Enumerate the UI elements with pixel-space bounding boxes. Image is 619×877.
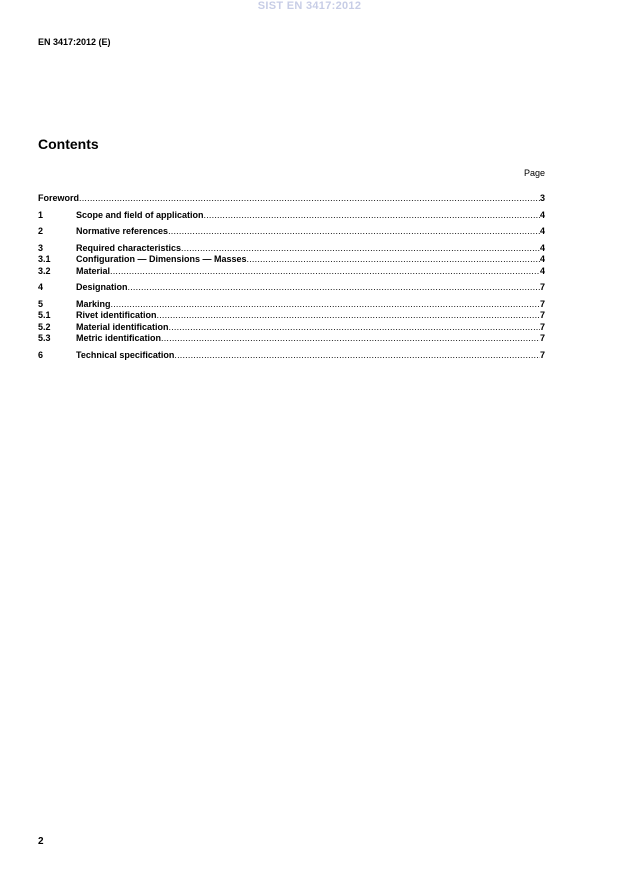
toc-entry[interactable] (38, 266, 545, 278)
toc-entry[interactable] (38, 310, 545, 322)
toc-entry[interactable] (38, 299, 545, 311)
toc-leader-dots (79, 193, 540, 205)
page-column-label: Page (523, 168, 545, 178)
toc-entry-page: 4 (539, 209, 545, 220)
toc-leader-dots (110, 266, 540, 278)
toc-leader-dots (169, 322, 540, 334)
toc-entry-title: Scope and field of application (76, 209, 204, 220)
toc-entry-title: Technical specification (76, 349, 175, 360)
toc-leader-dots (168, 226, 540, 238)
toc-entry-number: 1 (38, 209, 44, 220)
toc-leader-dots (157, 310, 540, 322)
toc-leader-dots (247, 254, 540, 266)
toc-entry-title: Normative references (76, 226, 169, 236)
toc-entry-title: Material (76, 265, 111, 276)
toc-entry-page: 7 (539, 349, 545, 360)
toc-entry-number: 3 (38, 242, 44, 253)
toc-entry-number: 5 (38, 298, 44, 309)
toc-entry-title: Marking (76, 298, 111, 309)
toc-entry-page: 7 (539, 298, 545, 309)
toc-leader-dots (204, 210, 540, 222)
toc-entry-title: Required characteristics (76, 242, 182, 253)
toc-leader-dots (111, 299, 540, 311)
page-number: 2 (38, 836, 44, 847)
toc-leader-dots (128, 282, 540, 294)
document-code: EN 3417:2012 (E) (38, 37, 111, 47)
toc-entry-page: 7 (539, 310, 545, 320)
toc-entry-page: 4 (539, 242, 545, 253)
toc-entry-page: 4 (539, 226, 545, 236)
toc-entry-page: 7 (539, 333, 545, 343)
toc-leader-dots (181, 243, 540, 255)
toc-entry[interactable] (38, 333, 545, 345)
watermark: SIST EN 3417:2012 (257, 0, 362, 12)
toc-entry[interactable] (38, 226, 545, 238)
toc-entry-page: 7 (539, 321, 545, 332)
toc-entry-page: 4 (539, 254, 545, 264)
toc-entry-number: 5.3 (38, 333, 51, 343)
table-of-contents (38, 193, 545, 361)
toc-entry-title: Rivet identification (76, 310, 157, 320)
toc-entry-number: 6 (38, 349, 44, 360)
toc-entry-number: 3.2 (38, 265, 51, 276)
toc-entry[interactable] (38, 322, 545, 334)
toc-entry[interactable] (38, 210, 545, 222)
contents-heading: Contents (38, 136, 99, 152)
toc-entry-number: 4 (38, 282, 44, 292)
toc-leader-dots (174, 350, 540, 362)
toc-entry-number: 5.2 (38, 321, 51, 332)
toc-entry-number: 2 (38, 226, 44, 236)
toc-entry-page: 3 (539, 193, 545, 203)
toc-entry-title: Designation (76, 282, 128, 292)
toc-leader-dots (161, 333, 540, 345)
toc-entry-number: 3.1 (38, 254, 51, 264)
toc-entry-title: Foreword (38, 193, 80, 203)
toc-entry[interactable] (38, 282, 545, 294)
toc-entry[interactable] (38, 243, 545, 255)
toc-entry-title: Material identification (76, 321, 169, 332)
toc-entry-title: Metric identification (76, 333, 162, 343)
toc-entry[interactable] (38, 350, 545, 362)
toc-entry[interactable] (38, 193, 545, 205)
toc-entry-page: 4 (539, 265, 545, 276)
toc-entry-page: 7 (539, 282, 545, 292)
toc-entry-number: 5.1 (38, 310, 51, 320)
toc-entry[interactable] (38, 254, 545, 266)
toc-entry-title: Configuration — Dimensions — Masses (76, 254, 247, 264)
